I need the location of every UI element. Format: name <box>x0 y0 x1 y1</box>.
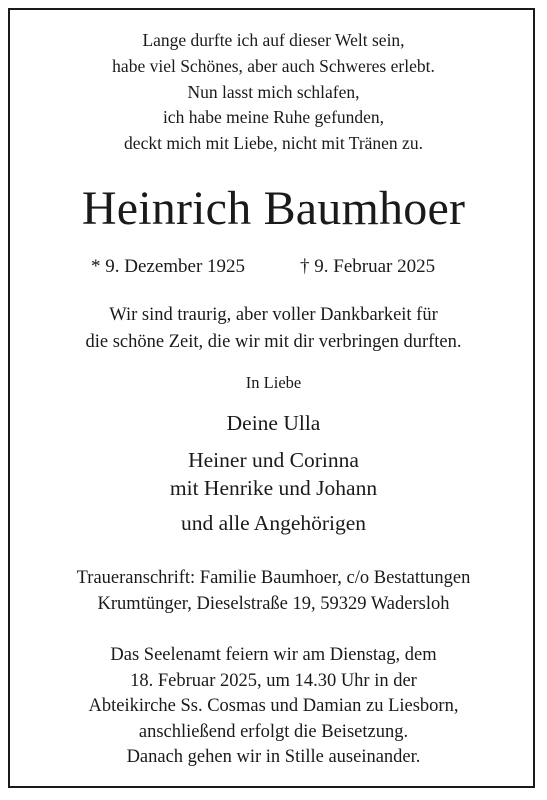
poem-line: deckt mich mit Liebe, nicht mit Tränen zu. <box>124 133 423 153</box>
poem-line: ich habe meine Ruhe gefunden, <box>162 107 385 127</box>
gratitude-line: Wir sind traurig, aber voller Dankbarkeit für <box>109 305 438 325</box>
poem-line: habe viel Schönes, aber auch Schweres erlebt. <box>112 56 435 76</box>
service-line: anschließend erfolgt die Beisetzung. <box>138 722 409 742</box>
family-line: Deine Ulla <box>226 411 321 435</box>
family-line: mit Henrike und Johann <box>169 476 378 500</box>
service-line: Abteikirche Ss. Cosmas und Damian zu Liesborn, <box>88 696 459 716</box>
service-line: Danach gehen wir in Stille auseinander. <box>126 747 421 767</box>
family-line: und alle Angehörigen <box>180 511 367 535</box>
birth-date: * 9. Dezember 1925 <box>91 256 246 277</box>
address-line: Traueranschrift: Familie Baumhoer, c/o Bestattungen <box>76 568 471 588</box>
poem-line: Nun lasst mich schlafen, <box>187 82 360 102</box>
service-line: 18. Februar 2025, um 14.30 Uhr in der <box>130 671 417 691</box>
death-date: † 9. Februar 2025 <box>300 256 436 277</box>
gratitude-line: die schöne Zeit, die wir mit dir verbringen durften. <box>85 332 462 352</box>
in-love-label: In Liebe <box>245 373 302 392</box>
service-line: Das Seelenamt feiern wir am Dienstag, dem <box>110 645 437 665</box>
deceased-name: Heinrich Baumhoer <box>81 182 466 235</box>
address-line: Krumtünger, Dieselstraße 19, 59329 Wadersloh <box>97 594 450 614</box>
family-line: Heiner und Corinna <box>188 448 359 472</box>
poem-line: Lange durfte ich auf dieser Welt sein, <box>142 30 405 50</box>
